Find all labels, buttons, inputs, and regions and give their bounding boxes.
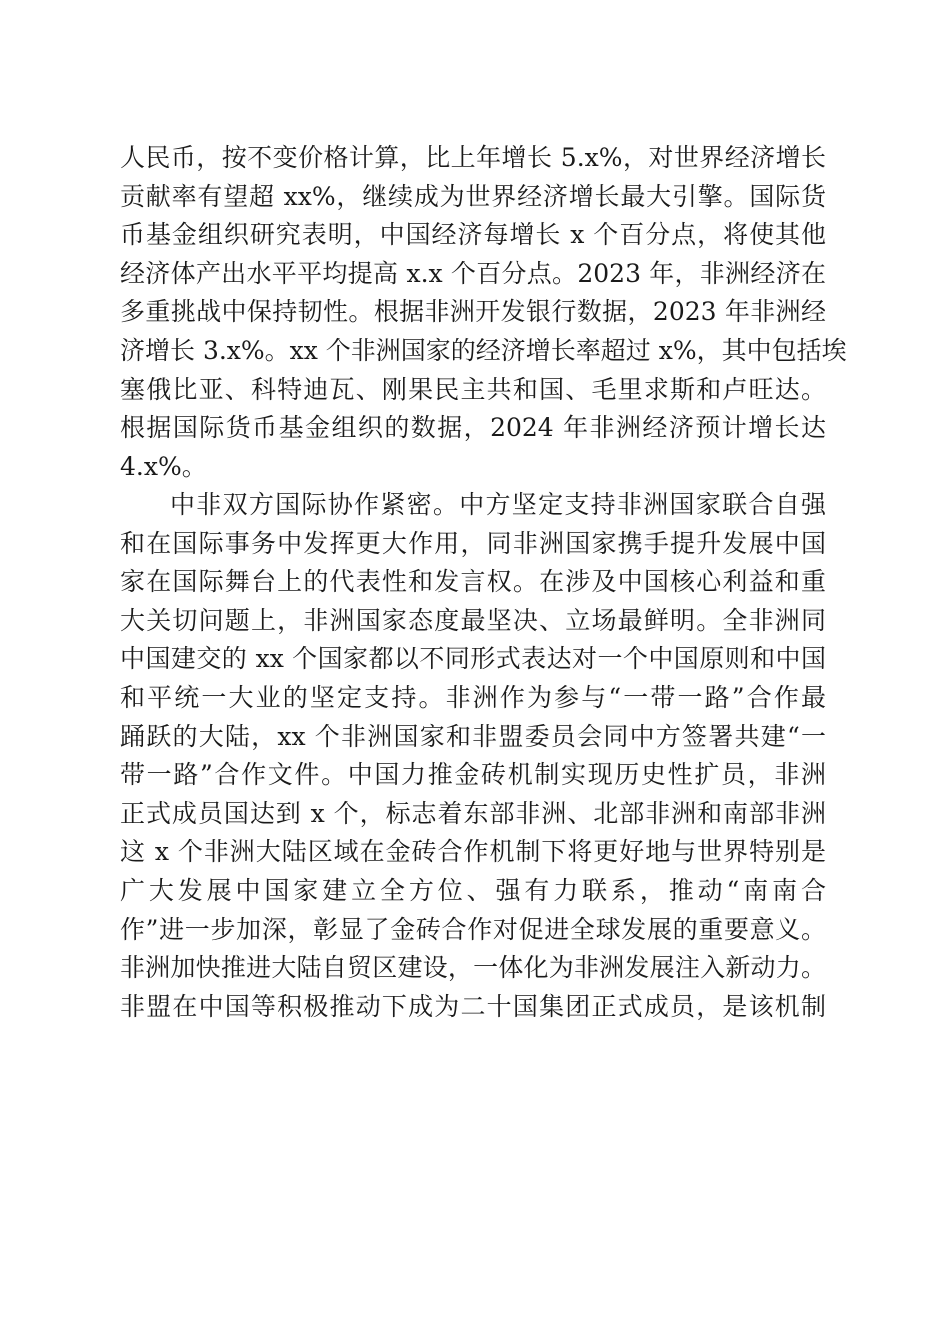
text-line: 人民币，按不变价格计算，比上年增长 5.x%，对世界经济增长	[120, 143, 826, 172]
text-line: 济增长 3.x%。xx 个非洲国家的经济增长率超过 x%，其中包括埃	[120, 335, 847, 365]
text-line: 广大发展中国家建立全方位、强有力联系，推动“南南合	[120, 875, 826, 905]
text-line: 币基金组织研究表明，中国经济每增长 x 个百分点，将使其他	[120, 220, 826, 250]
paragraph-2	[120, 486, 826, 1026]
text-line: 非盟在中国等积极推动下成为二十国集团正式成员，是该机制	[120, 991, 826, 1021]
text-line: 踊跃的大陆，xx 个非洲国家和非盟委员会同中方签署共建“一	[120, 721, 826, 751]
text-line: 中国建交的 xx 个国家都以不同形式表达对一个中国原则和中国	[120, 644, 826, 674]
text-line: 经济体产出水平平均提高 x.x 个百分点。2023 年，非洲经济在	[120, 258, 826, 288]
text-line: 贡献率有望超 xx%，继续成为世界经济增长最大引擎。国际货	[120, 181, 826, 211]
text-line: 正式成员国达到 x 个，标志着东部非洲、北部非洲和南部非洲	[120, 798, 826, 828]
text-line: 非洲加快推进大陆自贸区建设，一体化为非洲发展注入新动力。	[120, 953, 826, 983]
text-line: 家在国际舞台上的代表性和发言权。在涉及中国核心利益和重	[120, 567, 826, 597]
paragraph-1	[120, 139, 847, 486]
text-line: 作”进一步加深，彰显了金砖合作对促进全球发展的重要意义。	[120, 914, 826, 944]
text-line: 和在国际事务中发挥更大作用，同非洲国家携手提升发展中国	[120, 528, 826, 558]
text-line: 大关切问题上，非洲国家态度最坚决、立场最鲜明。全非洲同	[120, 605, 826, 635]
text-line: 这 x 个非洲大陆区域在金砖合作机制下将更好地与世界特别是	[120, 837, 826, 867]
text-line: 中非双方国际协作紧密。中方坚定支持非洲国家联合自强	[170, 490, 826, 519]
text-line: 4.x%。	[120, 451, 207, 481]
text-line: 多重挑战中保持韧性。根据非洲开发银行数据，2023 年非洲经	[120, 297, 826, 327]
text-line: 塞俄比亚、科特迪瓦、刚果民主共和国、毛里求斯和卢旺达。	[120, 374, 826, 404]
text-line: 根据国际货币基金组织的数据，2024 年非洲经济预计增长达	[120, 413, 826, 443]
text-line: 和平统一大业的坚定支持。非洲作为参与“一带一路”合作最	[120, 682, 826, 712]
text-line: 带一路”合作文件。中国力推金砖机制实现历史性扩员，非洲	[120, 760, 826, 790]
